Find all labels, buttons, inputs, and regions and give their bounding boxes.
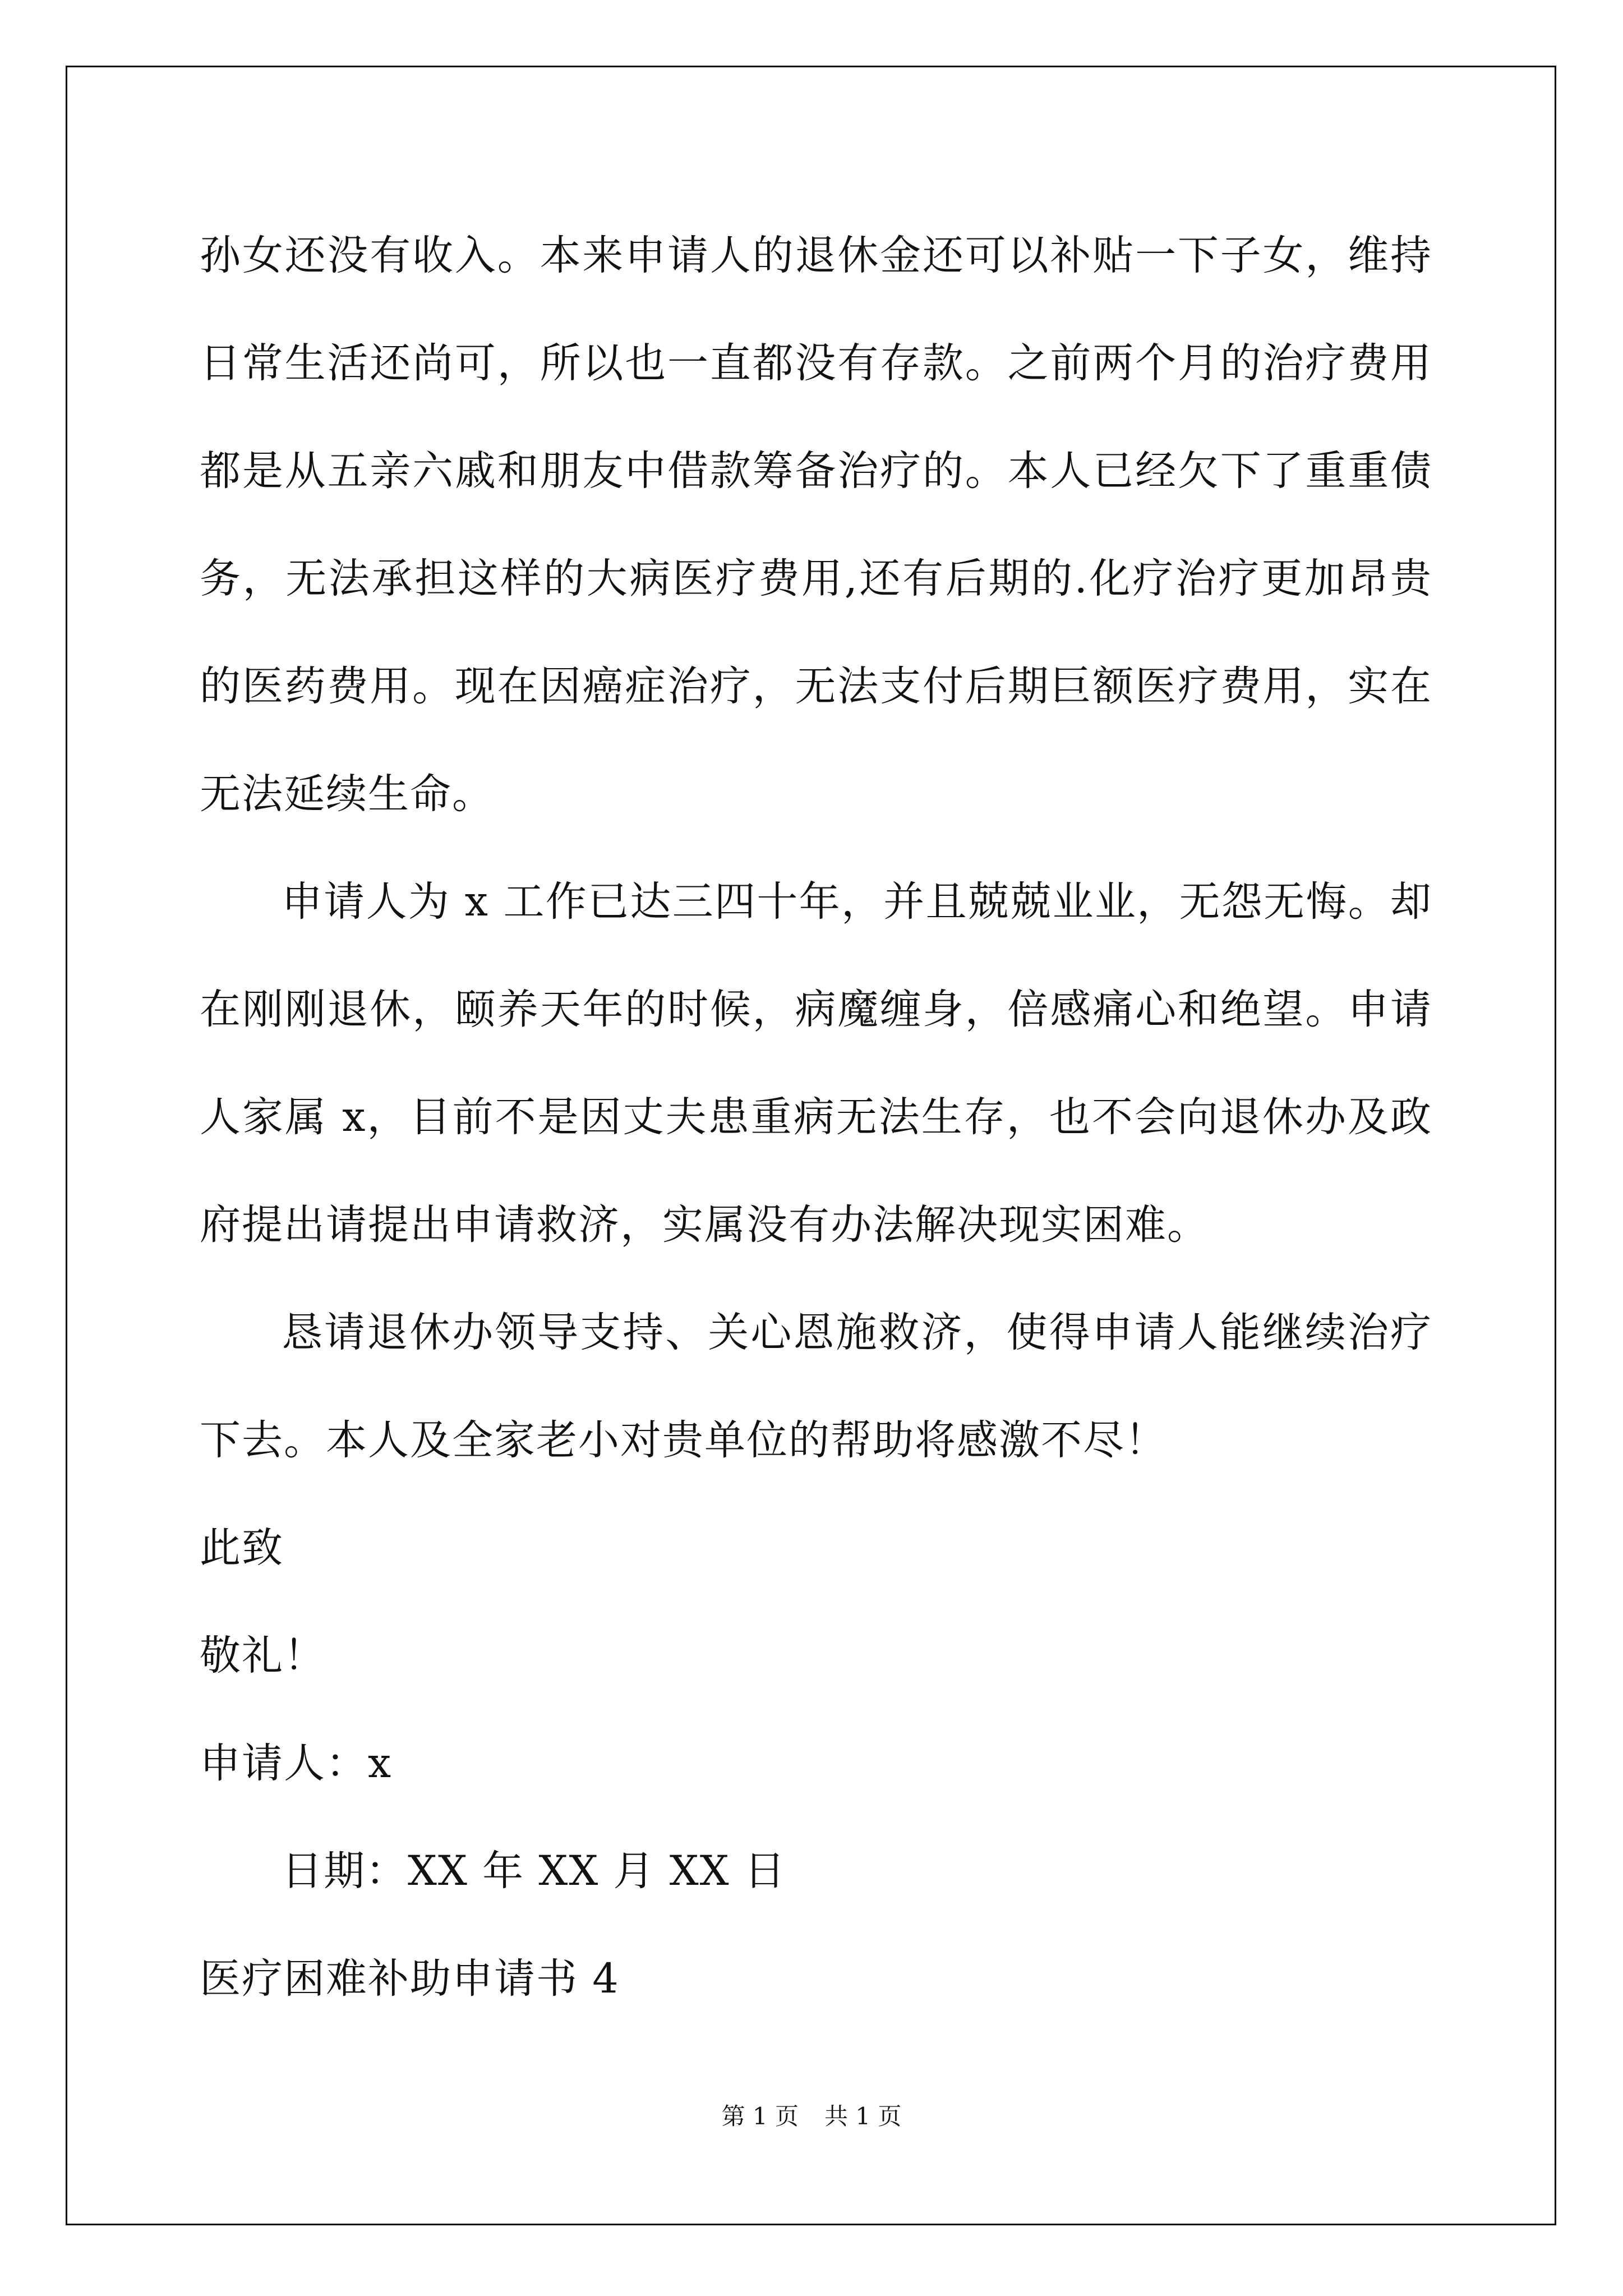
page-number: 第 1 页 [721,2102,799,2130]
applicant-line: 申请人：x [200,1740,393,1787]
paragraph-1: 孙女还没有收入。本来申请人的退休金还可以补贴一下子女，维持日常生活还尚可，所以也一直都没有存款。之前两个月的治疗费用都是从五亲六戚和朋友中借款筹备治疗的。本人已经欠下了重重债务，无法承担这样的大病医疗费用,还有后期的.化疗治疗更加昂贵的医药费用。现在因癌症治疗，无法支付后期巨额医疗费用，实在无法延续生命。 [200,232,1432,818]
next-section-title: 医疗困难补助申请书 4 [200,1955,620,2003]
date-line: 日期：XX 年 XX 月 XX 日 [282,1847,786,1895]
page-footer [0,2098,1623,2132]
paragraph-2: 申请人为 x 工作已达三四十年，并且兢兢业业，无怨无悔。却在刚刚退休，颐养天年的时候，病魔缠身，倍感痛心和绝望。申请人家属 x，目前不是因丈夫患重病无法生存，也不会向退休办及政府提出请提出申请救济，实属没有办法解决现实困难。 [200,878,1432,1249]
closing-regards: 敬礼！ [200,1632,326,1680]
document-body [200,202,1432,2033]
closing-salutation: 此致 [200,1524,284,1572]
page-total: 共 1 页 [824,2102,902,2130]
paragraph-3: 恳请退休办领导支持、关心恩施救济，使得申请人能继续治疗下去。本人及全家老小对贵单位的帮助将感激不尽！ [200,1309,1432,1464]
